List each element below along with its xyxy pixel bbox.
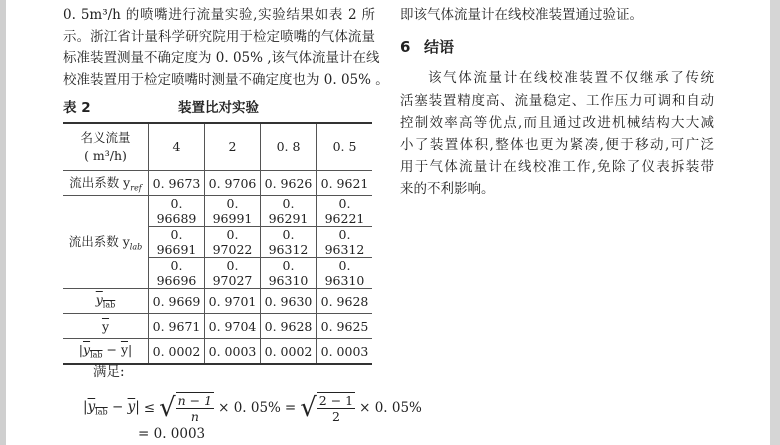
table-cell: 0. 96691 — [149, 227, 205, 258]
row-label-text: $\overline{y}$ — [120, 342, 128, 358]
lhs-y: y — [87, 399, 96, 416]
header-label — [63, 123, 149, 171]
table-row — [63, 289, 372, 314]
table-cell: 0. 9621 — [317, 171, 373, 196]
inequality-formula — [83, 392, 422, 424]
table-cell: 0. 96312 — [261, 227, 317, 258]
table-cell: 0. 9630 — [261, 289, 317, 314]
table-cell: 0. 96221 — [317, 196, 373, 227]
formula-intro: 满足: — [93, 364, 125, 380]
table-cell: 0. 96310 — [261, 258, 317, 289]
row-label — [63, 289, 149, 314]
row-label-text: $\overline{y}$ — [101, 318, 110, 334]
table-cell: 0. 9628 — [317, 289, 373, 314]
table-row — [63, 196, 372, 227]
row-label-sub: ref — [130, 183, 142, 193]
table-cell: 0. 9706 — [205, 171, 261, 196]
row-label — [63, 171, 149, 196]
comparison-table — [63, 122, 372, 365]
body-text-line: 该气体流量计在线校准装置不仅继承了传统 — [428, 70, 714, 86]
page-edge-right — [770, 0, 780, 445]
table-cell: 0. 97027 — [205, 258, 261, 289]
lhs-minus: − — [107, 399, 128, 416]
body-text-line: 0. 5m³/h 的喷嘴进行流量实验,实验结果如表 2 所 — [63, 7, 375, 23]
row-label-text: 流出系数 y — [69, 175, 131, 191]
section-number: 6 — [400, 38, 411, 56]
times-term-1: × 0. 05% — [218, 400, 281, 416]
table-row — [63, 314, 372, 339]
header-cell: 2 — [205, 123, 261, 171]
page-edge-left — [0, 0, 6, 445]
table-cell: 0. 9628 — [261, 314, 317, 339]
table-cell: 0. 9625 — [317, 314, 373, 339]
table-number: 表 2 — [63, 100, 91, 116]
table-cell: 0. 96291 — [261, 196, 317, 227]
table-cell: 0. 9671 — [149, 314, 205, 339]
frac1-denominator: n — [190, 409, 199, 424]
body-text-line: 小了装置体积,整体也更为紧凑,便于移动,可广泛 — [400, 137, 714, 153]
header-cell: 4 — [149, 123, 205, 171]
table-cell: 0. 9673 — [149, 171, 205, 196]
table-cell: 0. 96991 — [205, 196, 261, 227]
table-cell: 0. 97022 — [205, 227, 261, 258]
row-label-text: y — [95, 292, 103, 308]
row-label: $|y_{lab} - \overline{y}|$ — [63, 339, 149, 365]
table-cell: 0. 9701 — [205, 289, 261, 314]
formula-lhs: $|y_{lab} - \overline{y}|$ — [83, 399, 140, 417]
table-row — [63, 339, 372, 365]
header-cell: 0. 8 — [261, 123, 317, 171]
frac2-denominator: 2 — [331, 409, 340, 424]
table-cell: 0. 0002 — [149, 339, 205, 365]
table-cell: 0. 0003 — [205, 339, 261, 365]
table-cell: 0. 0002 — [261, 339, 317, 365]
table-header-row — [63, 123, 372, 171]
sqrt-1: √ $\frac{n - 1}{n}$ — [159, 393, 213, 424]
frac1-numerator: n − 1 — [177, 393, 213, 408]
equals-sign: = — [284, 400, 297, 416]
table-cell: 0. 0003 — [317, 339, 373, 365]
body-text-line: 即该气体流量计在线校准装置通过验证。 — [400, 7, 643, 23]
lhs-sub: lab — [95, 407, 108, 417]
header-cell: 0. 5 — [317, 123, 373, 171]
row-label-sub: lab — [90, 350, 103, 360]
row-label-text: y — [83, 342, 91, 358]
sqrt-2: √ $\frac{2 - 1}{2}$ — [300, 393, 354, 424]
table-cell: 0. 9669 — [149, 289, 205, 314]
row-label-sub: lab — [102, 300, 116, 310]
row-label — [63, 196, 149, 289]
section-title: 结语 — [424, 38, 455, 56]
lhs-ybar: $\overline{y}$ — [127, 399, 136, 416]
body-text-line: 示。浙江省计量科学研究院用于检定喷嘴的气体流量 — [63, 29, 375, 45]
header-label-line2: ( m³/h) — [84, 148, 127, 163]
table-cell: 0. 96310 — [317, 258, 373, 289]
body-text-line: 活塞装置精度高、流量稳定、工作压力可调和自动 — [400, 93, 714, 109]
row-label-sub: lab — [129, 242, 143, 252]
table-cell: 0. 9704 — [205, 314, 261, 339]
row-label — [63, 314, 149, 339]
times-term-2: × 0. 05% — [359, 400, 422, 416]
table-row — [63, 171, 372, 196]
body-text-line: 用于气体流量计在线校准工作,免除了仪表拆装带 — [400, 159, 714, 175]
body-text-line: 控制效率高等优点,而且通过改进机械结构大大减 — [400, 115, 714, 131]
table-cell: 0. 9626 — [261, 171, 317, 196]
body-text-line: 来的不利影响。 — [400, 181, 495, 197]
table-cell: 0. 96689 — [149, 196, 205, 227]
table-cell: 0. 96312 — [317, 227, 373, 258]
header-label-line1: 名义流量 — [80, 130, 131, 145]
frac2-numerator: 2 − 1 — [318, 393, 354, 408]
table-title: 装置比对实验 — [178, 100, 259, 116]
formula-result: = 0. 0003 — [138, 426, 206, 442]
row-label-text: 流出系数 y — [68, 234, 130, 250]
body-text-line: 标准装置测量不确定度为 0. 05% ,该气体流量计在线 — [63, 50, 380, 66]
body-text-line: 校准装置用于检定喷嘴时测量不确定度也为 0. 05% 。 — [63, 72, 389, 88]
table-cell: 0. 96696 — [149, 258, 205, 289]
leq-sign: ≤ — [143, 400, 156, 416]
